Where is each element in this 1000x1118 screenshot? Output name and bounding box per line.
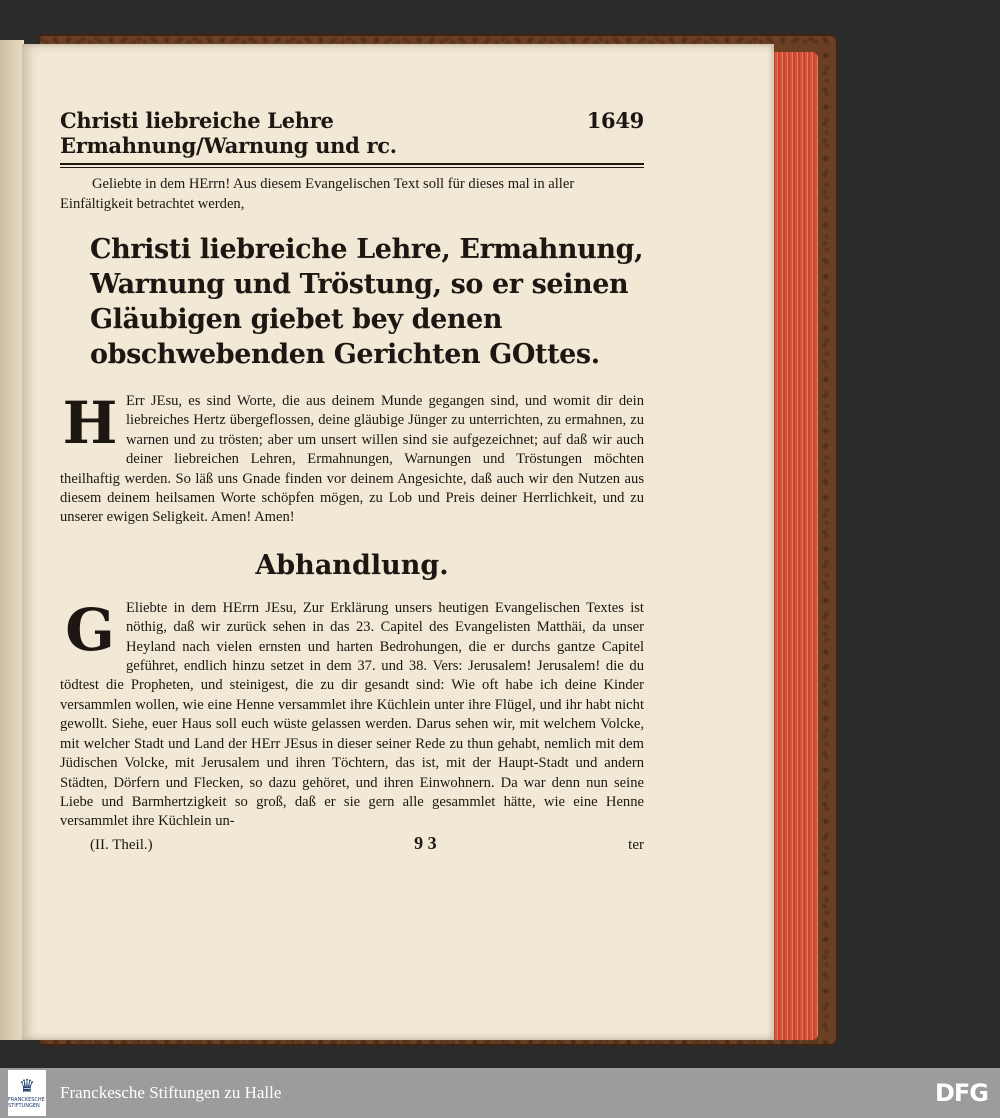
intro-text: Geliebte in dem HErrn! Aus diesem Evangelischen Text soll für dieses mal in aller Einfältigkeit betrachtet werden, xyxy=(60,176,575,212)
page-footer xyxy=(60,833,644,854)
section-heading: Abhandlung. xyxy=(255,549,449,581)
eagle-icon: ♛ xyxy=(18,1076,36,1097)
running-head-title: Christi liebreiche Lehre Ermahnung/Warnung und rc. xyxy=(60,108,397,158)
running-header xyxy=(60,108,644,158)
prayer-initial: H xyxy=(62,389,118,457)
footer-signature: 9 3 xyxy=(414,832,437,853)
viewer-footer-bar xyxy=(0,1068,1000,1118)
prayer-paragraph xyxy=(60,389,644,528)
body-initial: G xyxy=(65,595,115,664)
sermon-title: Christi liebreiche Lehre, Ermahnung, Warnung und Tröstung, so er seinen Gläubigen giebet bey denen obschwebenden Gerichten GOttes. xyxy=(90,234,644,370)
page-edges xyxy=(770,52,818,1040)
page-number: 1649 xyxy=(586,108,644,133)
dfg-logo[interactable]: DFG xyxy=(934,1079,988,1107)
book-page xyxy=(22,44,774,1040)
prayer-text: Err JEsu, es sind Worte, die aus deinem Munde gegangen sind, und womit dir dein liebreiches Hertz übergeflossen, deine gläubige Jünger zu unterrichten, zu ermahnen, zu warnen und zu trösten; aber um unsert willen sind sie aufgezeichnet; auf daß wir auch deiner liebreichen Lehren, Ermahnungen, Warnungen und Tröstungen möchten theilhaftig werden. So läß uns Gnade finden vor deinem Angesichte, daß auch wir den Nutzen aus diesem deinem heilsamen Worte schöpfen mögen, zu Lob und Preis deiner Herrlichkeit, und zu unserer ewigen Seligkeit. Amen! Amen! xyxy=(60,393,644,526)
institution-name[interactable]: Franckesche Stiftungen zu Halle xyxy=(60,1083,282,1102)
body-paragraph xyxy=(60,595,644,832)
header-rule xyxy=(60,163,644,168)
footer-volume: (II. Theil.) xyxy=(90,836,153,853)
footer-catchword: ter xyxy=(628,836,644,853)
page-content xyxy=(60,108,644,854)
facing-page-edge xyxy=(0,40,24,1040)
body-text: Eliebte in dem HErrn JEsu, Zur Erklärung unsers heutigen Evangelischen Textes ist nöthig, daß wir zurück sehen in das 23. Capitel des Evangelisten Matthäi, da unser Heyland nach vielen ernsten und harten Bedrohungen, die er durchs gantze Capitel geführet, endlich hinzu setzet in dem 37. und 38. Vers: Jerusalem! Jerusalem! die du tödtest die Propheten, und steinigest, die zu dir gesandt sind: Wie oft habe ich deine Kinder versammlen wollen, wie eine Henne versammlet ihre Küchlein unter ihre Flügel, und ihr habt nicht gewollt. Siehe, euer Haus soll euch wüste gelassen werden. Darus sehen wir, mit welchem Volcke, mit welcher Stadt und Land der HErr JEsus in dieser seiner Rede zu thun gehabt, nemlich mit dem Jüdischen Volcke, mit Jerusalem und ihren Töchtern, das ist, mit der Haupt-Stadt und andern Städten, Dörfern und Flecken, so dazu gehöret, und ihren Einwohnern. Da war denn nun seine Liebe und Barmhertzigkeit so groß, daß er sie gern alle gesammlet hätte, wie eine Henne versammlet ihre Küchlein un- xyxy=(60,599,644,830)
institution-logo[interactable] xyxy=(8,1070,46,1116)
logo-text: FRANCKESCHE STIFTUNGEN xyxy=(8,1097,45,1109)
